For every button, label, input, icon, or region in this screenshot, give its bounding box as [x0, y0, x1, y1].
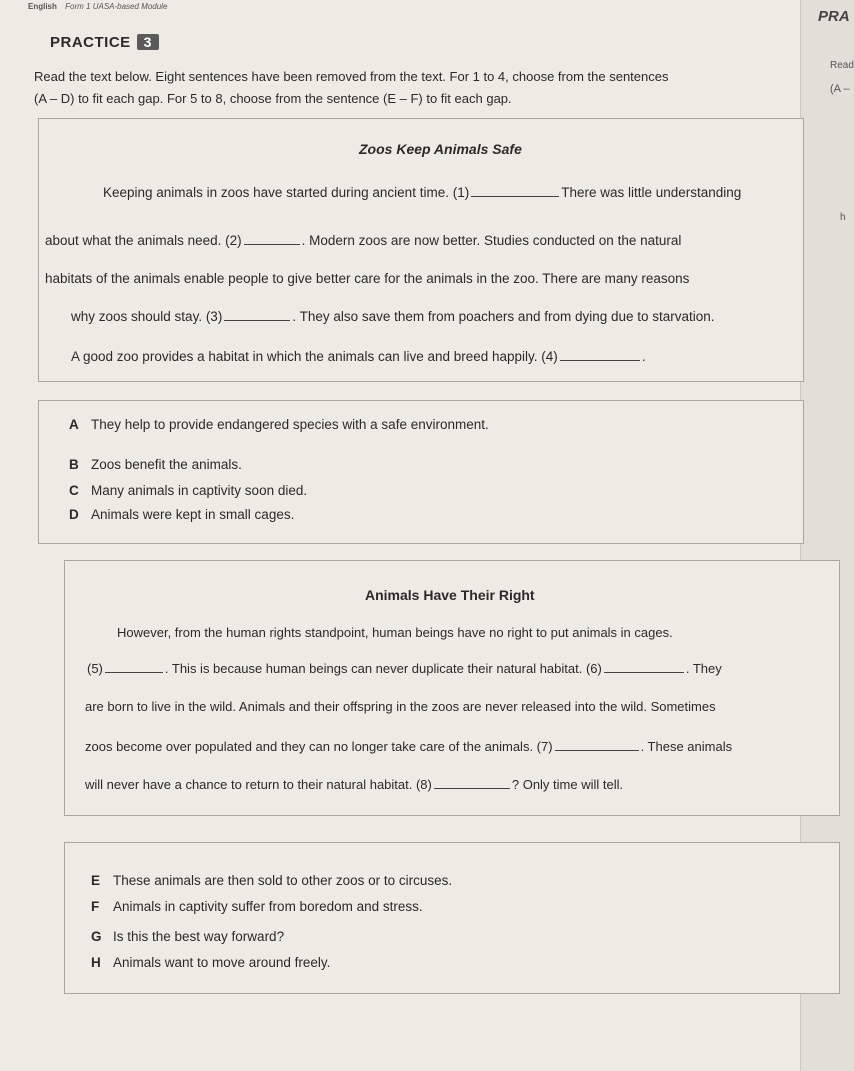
options-a-d-box	[38, 400, 804, 544]
text: zoos become over populated and they can no longer take care of the animals. (7)	[85, 739, 553, 754]
option-letter: F	[91, 899, 100, 914]
practice-label: PRACTICE	[50, 34, 131, 51]
gap-8[interactable]	[434, 787, 510, 789]
text: why zoos should stay. (3)	[71, 309, 223, 324]
option-text: Many animals in captivity soon died.	[91, 483, 308, 498]
passage-1-line-5	[71, 349, 646, 364]
option-letter: B	[69, 457, 79, 472]
option-letter: A	[69, 417, 79, 432]
text: . Modern zoos are now better. Studies conducted on the natural	[301, 233, 682, 248]
passage-2-line-1: However, from the human rights standpoint, human beings have no right to put animals in cages.	[117, 625, 673, 640]
passage-1-line-1	[103, 185, 741, 200]
margin-fragment-rea: Read	[830, 60, 854, 71]
header-form: Form 1	[65, 2, 91, 11]
instruction-line-1: Read the text below. Eight sentences have been removed from the text. For 1 to 4, choose from the sentences	[34, 69, 669, 84]
gap-3[interactable]	[224, 319, 290, 321]
gap-4[interactable]	[560, 359, 640, 361]
passage-1-title: Zoos Keep Animals Safe	[359, 141, 522, 157]
header-module: UASA-based Module	[92, 2, 168, 11]
text: . These animals	[640, 739, 733, 754]
option-f[interactable]	[91, 899, 423, 914]
option-letter: E	[91, 873, 101, 888]
passage-2-line-4	[85, 739, 732, 754]
option-g[interactable]	[91, 929, 284, 944]
options-e-h-box	[64, 842, 840, 994]
passage-2-line-5	[85, 777, 623, 792]
practice-heading	[50, 34, 159, 51]
option-a[interactable]	[69, 417, 489, 432]
option-text: Zoos benefit the animals.	[91, 457, 242, 472]
passage-1-box	[38, 118, 804, 382]
text: about what the animals need. (2)	[45, 233, 242, 248]
option-h[interactable]	[91, 955, 330, 970]
gap-2[interactable]	[244, 243, 300, 245]
passage-2-line-2	[87, 661, 722, 676]
margin-fragment-a: (A –	[830, 83, 850, 95]
passage-2-box	[64, 560, 840, 816]
practice-number: 3	[137, 34, 159, 50]
option-letter: D	[69, 507, 79, 522]
margin-fragment-h: h	[840, 212, 846, 223]
option-letter: G	[91, 929, 102, 944]
gap-1[interactable]	[471, 195, 559, 197]
option-text: These animals are then sold to other zoos or to circuses.	[113, 873, 453, 888]
header-subject: English	[28, 2, 57, 11]
option-text: Animals want to move around freely.	[113, 955, 331, 970]
text: will never have a chance to return to their natural habitat. (8)	[85, 777, 432, 792]
page-header	[28, 2, 167, 11]
passage-2-title: Animals Have Their Right	[365, 587, 535, 603]
option-letter: C	[69, 483, 79, 498]
text: . They also save them from poachers and from dying due to starvation.	[292, 309, 715, 324]
instruction-line-2: (A – D) to fit each gap. For 5 to 8, choose from the sentence (E – F) to fit each gap.	[34, 91, 512, 106]
option-c[interactable]	[69, 483, 307, 498]
option-e[interactable]	[91, 873, 452, 888]
text: ? Only time will tell.	[511, 777, 624, 792]
passage-2-line-3: are born to live in the wild. Animals and their offspring in the zoos are never released into the wild. Sometimes	[85, 699, 716, 714]
option-text: They help to provide endangered species with a safe environment.	[91, 417, 489, 432]
margin-fragment-pr: PRA	[818, 8, 850, 25]
option-text: Animals were kept in small cages.	[91, 507, 295, 522]
gap-7[interactable]	[555, 749, 639, 751]
gap-6[interactable]	[604, 671, 684, 673]
text: A good zoo provides a habitat in which the animals can live and breed happily. (4)	[71, 349, 558, 364]
option-b[interactable]	[69, 457, 242, 472]
text: . They	[685, 661, 722, 676]
text: Keeping animals in zoos have started during ancient time. (1)	[103, 185, 470, 200]
instructions	[34, 66, 804, 110]
text: . This is because human beings can never duplicate their natural habitat. (6)	[164, 661, 602, 676]
option-text: Animals in captivity suffer from boredom and stress.	[113, 899, 423, 914]
text: There was little understanding	[561, 185, 742, 200]
option-text: Is this the best way forward?	[113, 929, 285, 944]
text: (5)	[87, 661, 103, 676]
passage-1-line-2	[45, 233, 681, 248]
option-letter: H	[91, 955, 101, 970]
passage-1-line-4	[71, 309, 715, 324]
text: .	[641, 349, 646, 364]
passage-1-line-3: habitats of the animals enable people to give better care for the animals in the zoo. There are many reasons	[45, 271, 690, 286]
gap-5[interactable]	[105, 671, 163, 673]
option-d[interactable]	[69, 507, 294, 522]
